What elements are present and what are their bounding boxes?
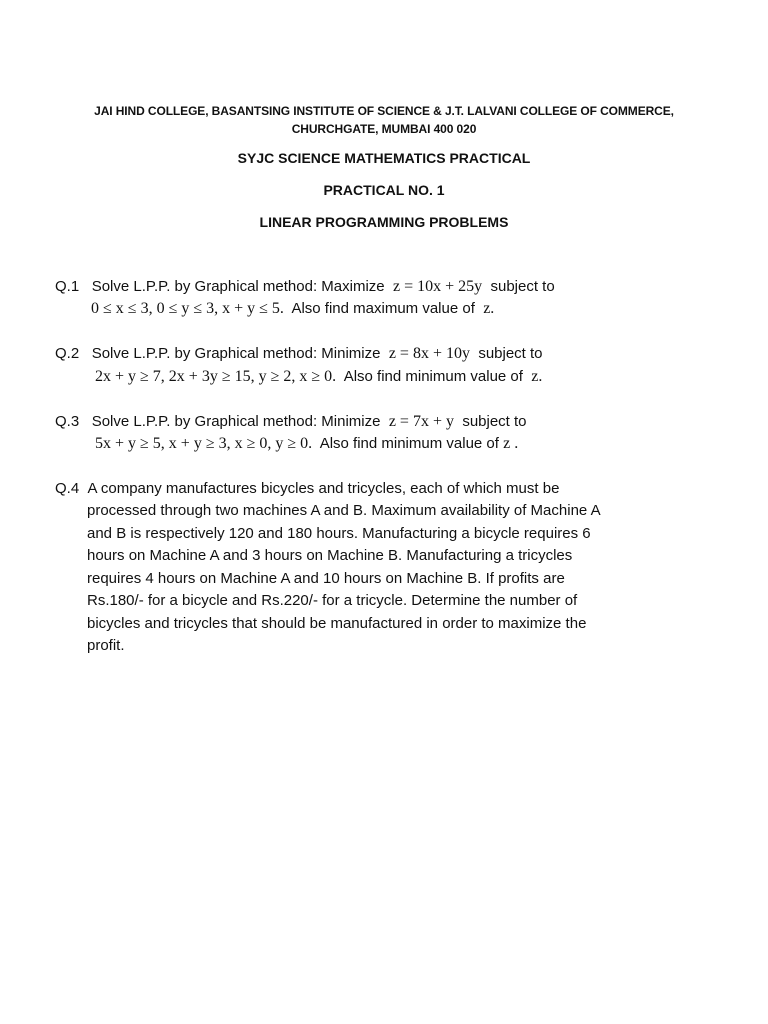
question-1-intro: Solve L.P.P. by Graphical method: Maximize xyxy=(91,278,385,295)
question-2-tail: Also find minimum value of xyxy=(343,368,523,385)
question-2-constraints: 2x + y ≥ 7, 2x + 3y ≥ 15, y ≥ 2, x ≥ 0. xyxy=(95,368,337,385)
question-1-subject-to: subject to xyxy=(490,278,555,295)
question-2-number: Q.2 xyxy=(55,345,80,362)
college-name-line1: JAI HIND COLLEGE, BASANTSING INSTITUTE OF SCIENCE & J.T. LALVANI COLLEGE OF COMMERCE, xyxy=(94,104,674,118)
question-2-line2 xyxy=(95,368,542,386)
question-3-variable: z . xyxy=(503,435,519,452)
question-1-line1 xyxy=(55,278,555,296)
question-2-objective: z = 8x + 10y xyxy=(388,345,470,362)
question-3-number: Q.3 xyxy=(55,413,80,430)
question-1-constraints: 0 ≤ x ≤ 3, 0 ≤ y ≤ 3, x + y ≤ 5. xyxy=(91,300,284,317)
question-3-tail: Also find minimum value of xyxy=(319,435,499,452)
question-4-text-line: Rs.180/- for a bicycle and Rs.220/- for a tricycle. Determine the number of xyxy=(87,592,578,609)
question-1-line2 xyxy=(91,300,494,318)
question-1-variable: z. xyxy=(483,300,495,317)
question-4-number: Q.4 xyxy=(55,480,80,497)
question-1-tail: Also find maximum value of xyxy=(291,300,475,317)
question-4-text-line: and B is respectively 120 and 180 hours. Manufacturing a bicycle requires 6 xyxy=(87,525,591,542)
college-address-line2: CHURCHGATE, MUMBAI 400 020 xyxy=(291,122,477,136)
question-3-constraints: 5x + y ≥ 5, x + y ≥ 3, x ≥ 0, y ≥ 0. xyxy=(95,435,313,452)
question-4-text-line: bicycles and tricycles that should be manufactured in order to maximize the xyxy=(87,615,587,632)
question-4-text-line: processed through two machines A and B. Maximum availability of Machine A xyxy=(87,502,601,519)
course-title: SYJC SCIENCE MATHEMATICS PRACTICAL xyxy=(237,150,531,166)
question-2-intro: Solve L.P.P. by Graphical method: Minimize xyxy=(91,345,381,362)
question-3-line2 xyxy=(95,435,518,453)
question-4-text-line: hours on Machine A and 3 hours on Machine B. Manufacturing a tricycles xyxy=(87,547,573,564)
question-1-number: Q.1 xyxy=(55,278,80,295)
question-4-line1 xyxy=(55,480,559,497)
question-3-objective: z = 7x + y xyxy=(388,413,454,430)
question-3-intro: Solve L.P.P. by Graphical method: Minimize xyxy=(91,413,381,430)
question-2-variable: z. xyxy=(531,368,543,385)
question-1-objective: z = 10x + 25y xyxy=(392,278,483,295)
question-4-text-line: A company manufactures bicycles and tricycles, each of which must be xyxy=(87,480,560,497)
topic-title: LINEAR PROGRAMMING PROBLEMS xyxy=(259,214,509,230)
question-4-text-line: profit. xyxy=(87,637,125,654)
question-3-subject-to: subject to xyxy=(462,413,527,430)
question-3-line1 xyxy=(55,413,527,431)
question-2-subject-to: subject to xyxy=(478,345,543,362)
question-2-line1 xyxy=(55,345,543,363)
question-4-text-line: requires 4 hours on Machine A and 10 hours on Machine B. If profits are xyxy=(87,570,565,587)
practical-number: PRACTICAL NO. 1 xyxy=(323,182,445,198)
